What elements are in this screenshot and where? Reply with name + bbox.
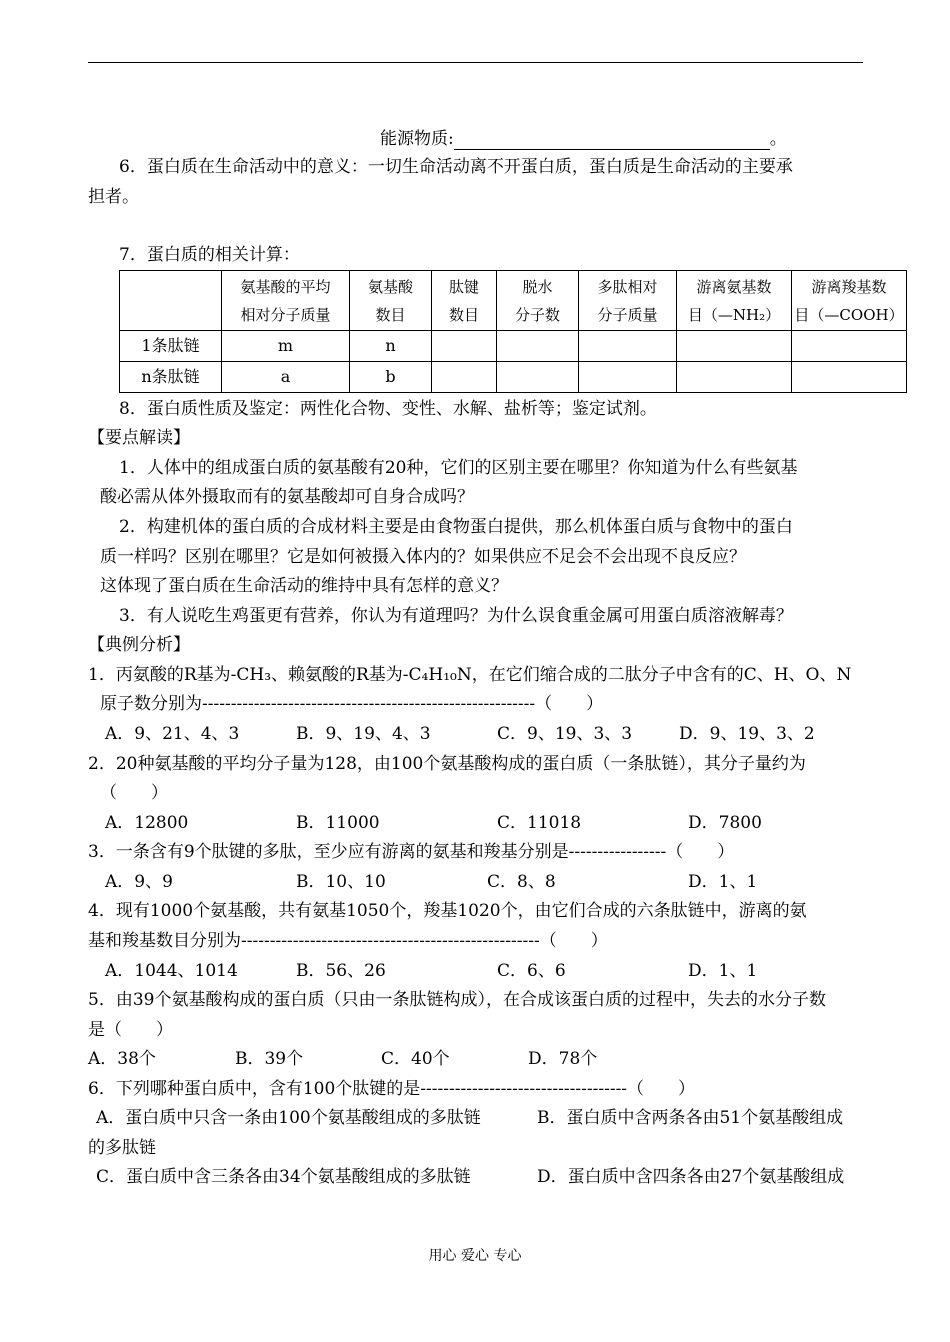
e5-option-c[interactable]: C．40个: [381, 1049, 450, 1069]
e1-option-a[interactable]: A．9、21、4、3: [105, 724, 240, 744]
e2-line2: （ ）: [100, 783, 168, 803]
e3-option-c[interactable]: C．8、8: [487, 872, 556, 892]
e1-line1: 1．丙氨酸的R基为-CH₃、赖氨酸的R基为-C₄H₁₀N，在它们缩合成的二肽分子中含有的C、H、O、N: [88, 665, 852, 685]
q2-line1: 2．构建机体的蛋白质的合成材料主要是由食物蛋白提供，那么机体蛋白质与食物中的蛋白: [119, 517, 793, 537]
energy-end: 。: [769, 129, 787, 149]
e4-option-c[interactable]: C．6、6: [497, 961, 566, 981]
footer-text: 用心 爱心 专心: [428, 1248, 522, 1264]
e3-option-b[interactable]: B．10、10: [296, 872, 386, 892]
header-cell: 氨基酸 数目: [350, 271, 432, 331]
table-cell: n: [350, 331, 432, 362]
header-cell: 多肽相对 分子质量: [579, 271, 677, 331]
q1-line1: 1．人体中的组成蛋白质的氨基酸有20种，它们的区别主要在哪里？你知道为什么有些氨基: [119, 458, 798, 478]
table-cell[interactable]: [792, 331, 907, 362]
table-cell[interactable]: [432, 362, 497, 393]
table-cell[interactable]: [579, 362, 677, 393]
e5-line2: 是（ ）: [88, 1020, 173, 1040]
energy-label: 能源物质:: [380, 129, 454, 149]
table-cell[interactable]: [432, 331, 497, 362]
q2-line2: 质一样吗？区别在哪里？它是如何被摄入体内的？如果供应不足会不会出现不良反应？: [100, 547, 746, 567]
e5-option-b[interactable]: B．39个: [235, 1049, 304, 1069]
e1-option-b[interactable]: B．9、19、4、3: [296, 724, 431, 744]
e2-option-a[interactable]: A．12800: [105, 813, 189, 833]
e5-option-d[interactable]: D．78个: [528, 1049, 598, 1069]
header-cell: 游离羧基数 目（—COOH）: [792, 271, 907, 331]
table-cell: a: [222, 362, 350, 393]
header-cell: 氨基酸的平均 相对分子质量: [222, 271, 350, 331]
e4-line2: 基和羧基数目分别为----------------------------------------------------（ ）: [88, 931, 608, 951]
p6-line2: 担者。: [88, 187, 139, 207]
table-row: [120, 362, 907, 393]
table-cell: m: [222, 331, 350, 362]
row-label: 1条肽链: [120, 331, 222, 362]
q1-line2: 酸必需从体外摄取而有的氨基酸却可自身合成吗？: [100, 487, 474, 507]
p8-line: 8．蛋白质性质及鉴定：两性化合物、变性、水解、盐析等；鉴定试剂。: [119, 399, 657, 419]
e2-option-d[interactable]: D．7800: [688, 813, 762, 833]
header-rule: [88, 62, 863, 63]
p7-title: 7．蛋白质的相关计算：: [119, 245, 300, 265]
e2-option-c[interactable]: C．11018: [497, 813, 582, 833]
q3-line: 3．有人说吃生鸡蛋更有营养，你认为有道理吗？为什么误食重金属可用蛋白质溶液解毒？: [119, 606, 793, 626]
table-row: [120, 331, 907, 362]
e5-line1: 5．由39个氨基酸构成的蛋白质（只由一条肽链构成），在合成该蛋白质的过程中，失去的水分子数: [88, 990, 826, 1010]
table-cell[interactable]: [497, 362, 579, 393]
e1-option-c[interactable]: C．9、19、3、3: [497, 724, 633, 744]
e3-option-d[interactable]: D．1、1: [688, 872, 758, 892]
e2-option-b[interactable]: B．11000: [296, 813, 380, 833]
e6-option-c[interactable]: C．蛋白质中含三条各由34个氨基酸组成的多肽链: [96, 1167, 471, 1187]
e4-option-a[interactable]: A．1044、1014: [105, 961, 238, 981]
header-cell: 脱水 分子数: [497, 271, 579, 331]
table-cell[interactable]: [497, 331, 579, 362]
e4-option-b[interactable]: B．56、26: [296, 961, 386, 981]
e1-line2: 原子数分别为----------------------------------------------------------（ ）: [100, 694, 604, 714]
row-label: n条肽链: [120, 362, 222, 393]
header-cell: 游离氨基数 目（—NH₂）: [677, 271, 792, 331]
table-cell[interactable]: [677, 331, 792, 362]
energy-line: [380, 128, 787, 150]
e2-line1: 2．20种氨基酸的平均分子量为128，由100个氨基酸构成的蛋白质（一条肽链），其分子量约为: [88, 754, 806, 774]
table-cell[interactable]: [579, 331, 677, 362]
e4-line1: 4．现有1000个氨基酸，共有氨基1050个，羧基1020个，由它们合成的六条肽链中，游离的氨: [88, 901, 807, 921]
p6-line1: 6．蛋白质在生命活动中的意义：一切生命活动离不开蛋白质，蛋白质是生命活动的主要承: [119, 157, 793, 177]
e3-option-a[interactable]: A．9、9: [105, 872, 173, 892]
header-cell: 肽键 数目: [432, 271, 497, 331]
answer-blank[interactable]: [454, 132, 770, 150]
header-cell-empty: [120, 271, 222, 331]
table-cell: b: [350, 362, 432, 393]
e6-option-b[interactable]: B．蛋白质中含两条各由51个氨基酸组成: [537, 1108, 844, 1128]
e5-option-a[interactable]: A．38个: [88, 1049, 156, 1069]
e6-option-b-cont: 的多肽链: [88, 1138, 156, 1158]
table-header-row: [120, 271, 907, 331]
e6-option-a[interactable]: A．蛋白质中只含一条由100个氨基酸组成的多肽链: [96, 1108, 481, 1128]
table-cell[interactable]: [677, 362, 792, 393]
e3-line1: 3．一条含有9个肽键的多肽，至少应有游离的氨基和羧基分别是-----------------（ ）: [88, 842, 735, 862]
e4-option-d[interactable]: D．1、1: [688, 961, 758, 981]
section-title-key-points: 【要点解读】: [88, 428, 190, 448]
e1-option-d[interactable]: D．9、19、3、2: [679, 724, 815, 744]
section-title-examples: 【典例分析】: [88, 635, 190, 655]
q2-line3: 这体现了蛋白质在生命活动的维持中具有怎样的意义？: [100, 576, 508, 596]
e6-line1: 6．下列哪种蛋白质中，含有100个肽键的是------------------------------------（ ）: [88, 1079, 696, 1099]
e6-option-d[interactable]: D．蛋白质中含四条各由27个氨基酸组成: [537, 1167, 845, 1187]
table-cell[interactable]: [792, 362, 907, 393]
calculation-table: [119, 270, 907, 393]
